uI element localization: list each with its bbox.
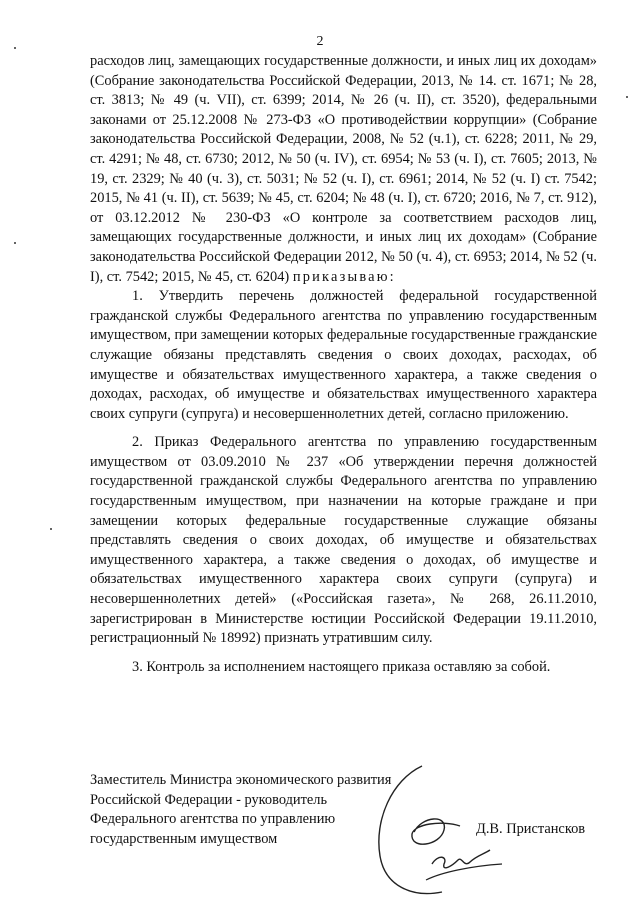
paragraph-item-1: 1. Утвердить перечень должностей федеральной государственной гражданской службы Федерального агентства по управлению государственным имуществом, при замещении которых федеральные государственные гражданские служащие обязаны представлять сведения о своих доходах, расходах, об имуществе и обязательствах имущественного характера, а также сведения о доходах, расходах, об имуществе и обязательствах имущественного характера своих супруги (супруга) и несовершеннолетних детей, согласно приложению.	[90, 288, 597, 422]
paragraph-item-2: 2. Приказ Федерального агентства по управлению государственным имуществом от 03.09.2010 № 237 «Об утверждении перечня должностей государственной гражданской службы Федерального агентства по управлению государственным имуществом, при назначении на которые граждане и при замещении которых федеральные государственные служащие обязаны представлять сведения о своих доходах, об имуществе и обязательствах имущественного характера, а также сведения о доходах, об имуществе и обязательствах имущественного характера своих супруги (супруга) и несовершеннолетних детей» («Российская газета», № 268, 26.11.2010, зарегистрирован в Министерстве юстиции Российской Федерации 19.11.2010, регистрационный № 18992) признать утратившим силу.	[90, 434, 597, 647]
scan-speck	[626, 96, 628, 98]
intro-text: расходов лиц, замещающих государственные должности, и иных лиц их доходам» (Собрание законодательства Российской Федерации, 2013, № 14. ст. 1671; № 28, ст. 3813; № 49 (ч. VII), ст. 6399; 2014, № 26 (ч. II), ст. 3520), федеральными законами от 25.12.2008 № 273-ФЗ «О противодействии коррупции» (Собрание законодательства Российской Федерации, 2008, № 52 (ч.1), ст. 6228; 2011, № 29, ст. 4291; № 48, ст. 6730; 2012, № 50 (ч. IV), ст. 6954; № 53 (ч. I), ст. 7605; 2013, № 19, ст. 2329; № 40 (ч. 3), ст. 5031; № 52 (ч. I), ст. 6961; 2014, № 52 (ч. I) ст. 7542; 2015, № 41 (ч. II), ст. 5639; № 45, ст. 6204; № 48 (ч. I), ст. 6720; 2016, № 7, ст. 912), от 03.12.2012 № 230-ФЗ «О контроле за соответствием расходов лиц, замещающих государственные должности, и иных лиц их доходам» (Собрание законодательства Российской Федерации 2012, № 50 (ч. 4), ст. 6953; 2014, № 52 (ч. I), ст. 7542; 2015, № 45, ст. 6204)	[90, 53, 597, 285]
paragraph-item-3: 3. Контроль за исполнением настоящего приказа оставляю за собой.	[132, 658, 551, 675]
order-word: приказываю:	[292, 268, 396, 285]
scan-speck	[50, 528, 52, 530]
signer-title-line: Федерального агентства по управлению	[90, 811, 336, 827]
signer-name: Д.В. Пристансков	[476, 821, 586, 837]
signer-title-line: государственным имуществом	[90, 830, 278, 847]
scan-speck	[14, 47, 16, 49]
signer-title-line: Российской Федерации - руководитель	[90, 791, 328, 808]
signer-title-line: Заместитель Министра экономического развития	[90, 772, 392, 788]
document-body	[90, 52, 597, 677]
page-number: 2	[316, 34, 324, 49]
paragraph-intro	[90, 52, 597, 287]
scan-speck	[14, 242, 16, 244]
